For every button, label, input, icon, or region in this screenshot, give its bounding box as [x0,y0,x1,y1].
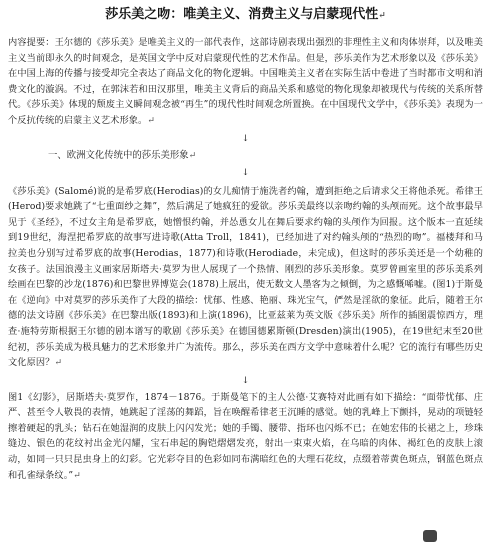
line-end-mark: ↵ [147,115,155,126]
line-end-mark: ↵ [188,150,197,161]
figure-caption [8,390,483,485]
document-title [8,6,483,25]
abstract-text: 内容提要：王尔德的《莎乐美》是唯美主义的一部代表作，这部诗剧表现出强烈的非理性主义和肉体崇拜，以及唯美主义当前即永久的时间观念，是英国文学中反对启蒙现代性的艺术作品。但是，莎乐美作为艺术形象以及《莎乐美》在中国上海的传播与接受却完全表达了商品文化的物化逻辑。中国唯美主义者在实际生活中卷进了当时都市文明和消费文化的漩涡。不过，在郭沫若和田汉那里，唯美主义背后的商品关系和感觉的物化现象却被现代与传统的关系所替代。《莎乐美》体现的颓废主义瞬间观念被“再生”的现代性时间观念所置换。在中国现代文学中，《莎乐美》表现为一个反抗传统的启蒙主义艺术形象。 [8,37,483,126]
down-arrow-icon: ↓ [241,167,250,178]
ink-smudge [423,530,437,542]
body-paragraph [8,184,483,372]
figure-caption-text: 图1《幻影》，居斯塔夫·莫罗作，1874－1876。于斯曼笔下的主人公德·艾赛特对此画有如下描绘：“面带忧郁、庄严、甚至令人敬畏的表情，她跳起了淫荡的舞蹈，旨在唤醒希律老王沉睡的感觉。她的乳峰上下颤抖，晃动的项链轻擦着硬起的乳头；钻石在她湿润的皮肤上闪闪发光；她的手镯、腰带、指环也闪烁不已；在她宏伟的长裙之上，珍珠缝边、银色的花纹衬出金光闪耀，宝石串起的胸铠熠熠发亮，射出一束束火焰，在乌暗的肉体、褐红色的皮肤上滚动，如同一只只昆虫身上的幻彩。它光彩夺目的色彩如同布满暗红色的大理石花纹，点缀着蒂黄色斑点，钢蓝色斑点和孔雀绿条纹。” [8,391,483,481]
line-end-mark: ↵ [378,11,386,21]
down-arrow-icon: ↓ [241,133,250,144]
title-text: 莎乐美之吻：唯美主义、消费主义与启蒙现代性 [105,7,379,22]
line-end-mark: ↵ [54,358,63,369]
abstract [8,35,483,130]
body-paragraph-text: 《莎乐美》(Salomé)说的是希罗底(Herodias)的女儿痴情于施洗者约翰，遭到拒绝之后请求父王将他杀死。希律王(Herod)要求她跳了“七重面纱之舞”，然后满足了她疯狂的爱欲。莎乐美最终以亲吻约翰的头颅而死。这个故事最早见于《圣经》，不过女主角是希罗底，她憎恨约翰，并怂恿女儿在舞后要求约翰的头颅作为回报。这个版本一直延续到19世纪，海涅把希罗底的故事写进诗歌(Atta Troll，1841)，已经加进了对约翰头颅的“热烈的吻”。福楼拜和马拉美也分别写过希罗底的故事(Herodias，1877)和诗歌(Herodiade，未完成)，但这时的莎乐美还是一个幼稚的女孩子。法国浪漫主义画家居斯塔夫·莫罗为世人展现了一个热情、刚烈的莎乐美形象。莫罗曾画室里的莎乐美系列绘画在巴黎的沙龙(1876)和巴黎世界博览会(1878)上展出，使无数文人墨客为之倾倒，为之感慨唏嘘。(图1)于斯曼在《逆向》中对莫罗的莎乐美作了大段的描绘：忧郁、性感、艳丽、珠光宝气，俨然是淫欲的象征。此后，随着王尔德的法文诗剧《莎乐美》在巴黎出版(1893)和上演(1896)，比亚兹莱为英文版《莎乐美》所作的插图震惊西方，理查·施特劳斯根据王尔德的剧本谱写的歌剧《莎乐美》在德国德累斯顿(Dresden)演出(1905)，在19世纪末至20世纪初，莎乐美成为极具魅力的艺术形象并广为流传。那么，莎乐美在西方文学中意味着什么呢？它的流行有哪些历史文化原因？ [8,185,483,369]
line-end-mark: ↵ [73,470,81,481]
down-arrow-icon: ↓ [241,375,250,386]
section-heading-text: 一、欧洲文化传统中的莎乐美形象 [48,149,189,161]
section-heading [48,148,483,164]
